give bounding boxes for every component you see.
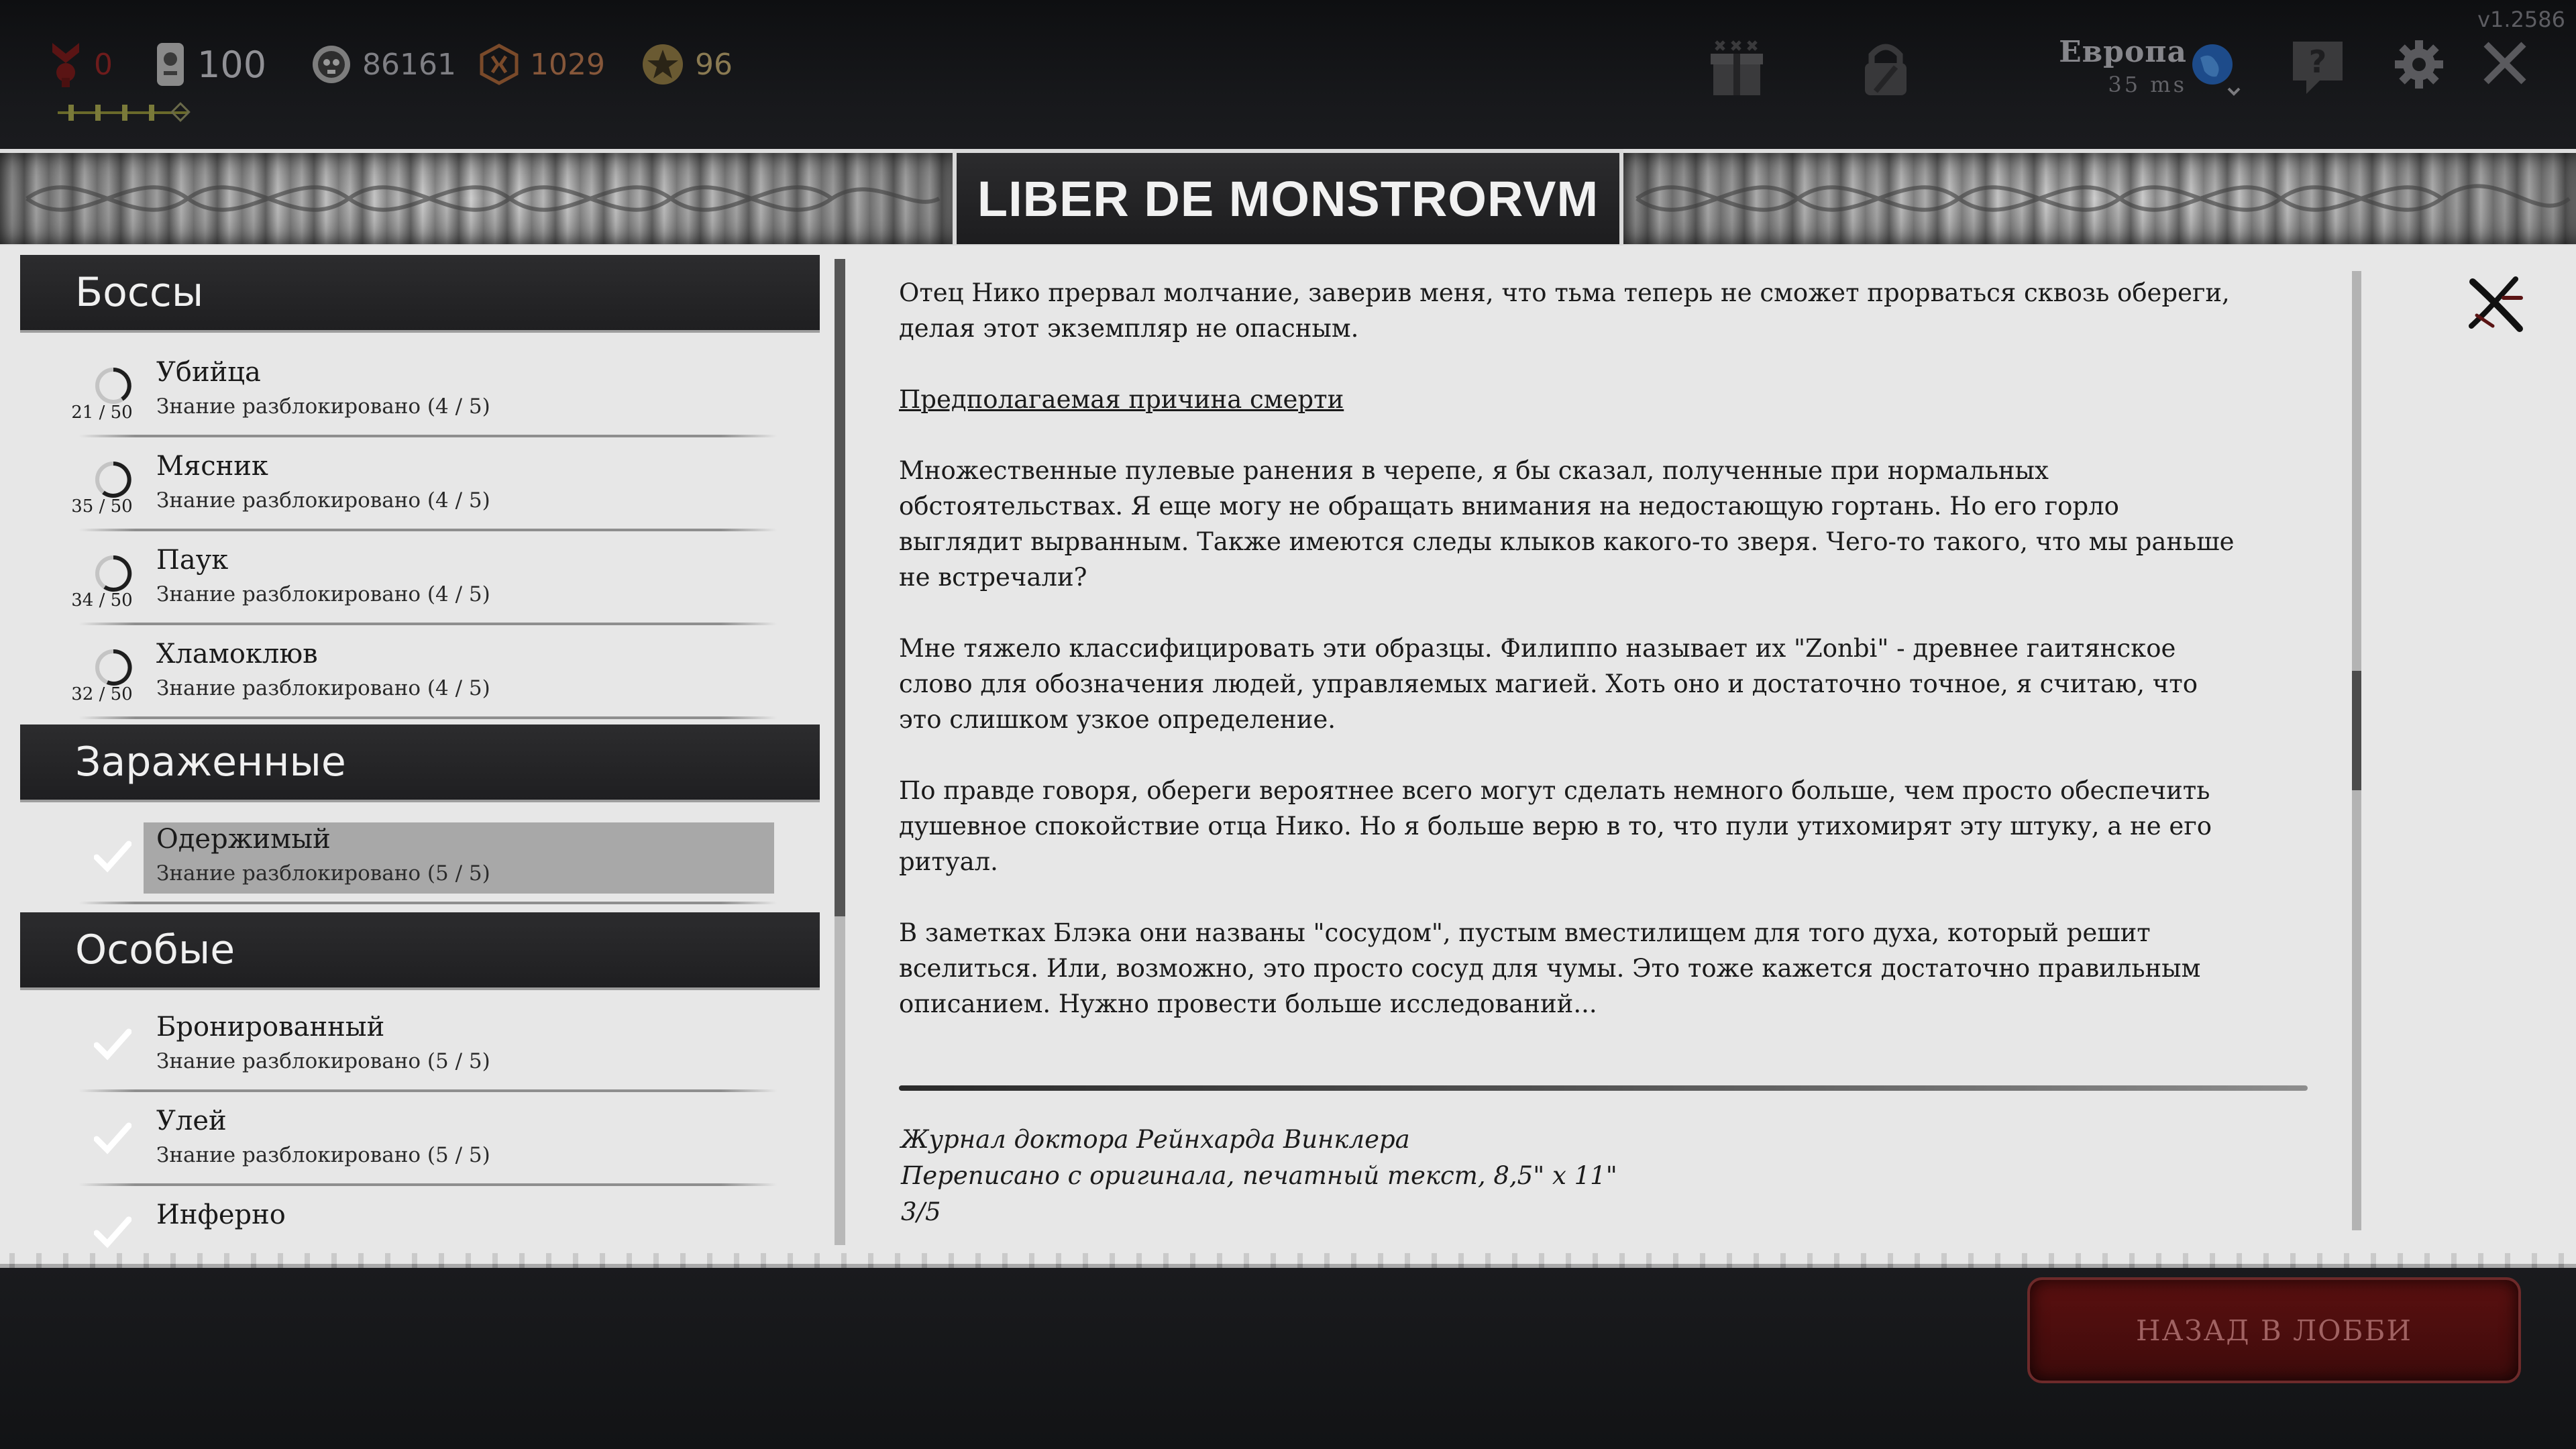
content-separator: [899, 1085, 2308, 1091]
help-icon[interactable]: [2289, 38, 2347, 98]
skulls-value: 86161: [362, 47, 456, 82]
category-header-infected[interactable]: [20, 724, 820, 800]
list-divider: [79, 716, 777, 719]
category-header-bosses[interactable]: [20, 255, 820, 330]
list-scrollbar-thumb[interactable]: [835, 259, 845, 916]
checkmark-icon: [94, 1122, 131, 1155]
monster-name: Инферно: [156, 1199, 286, 1230]
gift-icon[interactable]: [1709, 38, 1764, 98]
list-item-hive[interactable]: [60, 1100, 771, 1194]
hud-hex[interactable]: [478, 38, 605, 91]
hud-hearts[interactable]: [47, 38, 113, 91]
hud-stars[interactable]: [640, 38, 733, 91]
hex-value: 1029: [530, 47, 605, 82]
back-to-lobby-label: НАЗАД В ЛОББИ: [2136, 1313, 2412, 1347]
lore-status: Знание разблокировано (4 / 5): [156, 676, 490, 700]
list-item-possessed[interactable]: [60, 818, 771, 912]
star-badge-icon: [640, 42, 686, 87]
close-icon[interactable]: [2479, 38, 2530, 89]
back-to-lobby-button[interactable]: [2027, 1277, 2521, 1383]
content-scrollbar-thumb[interactable]: [2352, 671, 2361, 790]
list-divider: [79, 902, 777, 904]
list-divider: [79, 1089, 777, 1092]
book-title: LIBER DE MONSTRORVM: [977, 170, 1599, 227]
chain-progress-icon: [54, 99, 201, 126]
list-item-killer[interactable]: [60, 352, 771, 445]
medal-icon: [47, 40, 85, 89]
hud-skulls[interactable]: [310, 38, 456, 91]
region-selector[interactable]: [2053, 35, 2187, 97]
category-title: Зараженные: [75, 739, 346, 786]
signature-page: 3/5: [901, 1197, 941, 1226]
list-item-scrapbeak[interactable]: [60, 633, 771, 727]
monster-name: Паук: [156, 545, 229, 576]
signature-author: Журнал доктора Рейнхарда Винклера: [901, 1125, 1410, 1154]
progress-ring-icon: [93, 553, 134, 594]
lore-status: Знание разблокировано (4 / 5): [156, 394, 490, 419]
hearts-value: 0: [94, 47, 113, 82]
book-title-plate: [953, 149, 1623, 248]
version-label: v1.2586: [2477, 7, 2565, 32]
panel-torn-edge: [0, 1253, 2576, 1268]
progress-count: 34 / 50: [71, 590, 133, 610]
svg-text:?: ?: [2308, 44, 2327, 80]
globe-icon[interactable]: [2190, 38, 2241, 98]
list-divider: [79, 623, 777, 625]
lore-status: Знание разблокировано (5 / 5): [156, 861, 490, 885]
list-item-butcher[interactable]: [60, 445, 771, 539]
lore-status: Знание разблокировано (4 / 5): [156, 582, 490, 606]
list-item-spider[interactable]: [60, 539, 771, 633]
progress-count: 35 / 50: [71, 496, 133, 517]
hud-tokens[interactable]: [153, 38, 266, 91]
monster-name: Одержимый: [156, 824, 331, 855]
list-item-inferno[interactable]: [60, 1194, 771, 1253]
skull-coin-icon: [310, 43, 353, 86]
lore-heading: Предполагаемая причина смерти: [899, 385, 1344, 414]
list-scrollbar[interactable]: [835, 259, 845, 1245]
list-divider: [79, 1183, 777, 1186]
list-divider: [79, 435, 777, 437]
region-name: Европа: [2059, 35, 2187, 69]
content-scrollbar[interactable]: [2352, 271, 2361, 1230]
checkmark-icon: [94, 840, 131, 873]
ornament-band-right: [1623, 149, 2576, 248]
lore-status: Знание разблокировано (4 / 5): [156, 488, 490, 513]
signature-source: Переписано с оригинала, печатный текст, 8,5" x 11": [901, 1161, 1617, 1190]
category-title: Особые: [75, 926, 235, 973]
token-icon: [153, 40, 188, 89]
close-book-icon[interactable]: [2463, 271, 2528, 335]
lore-paragraph: Мне тяжело классифицировать эти образцы. Филиппо называет их "Zonbi" - древнее гаитянское слово для обозначения людей, управляемых магией. Хоть оно и достаточно точное, я считаю, что это слишком узкое определение.: [899, 634, 2198, 734]
monster-name: Убийца: [156, 357, 261, 388]
list-item-armored[interactable]: [60, 1006, 771, 1100]
list-divider: [79, 529, 777, 531]
checkmark-icon: [94, 1216, 131, 1249]
monster-name: Мясник: [156, 451, 268, 482]
progress-ring-icon: [93, 365, 134, 407]
lock-icon[interactable]: [1856, 38, 1916, 98]
lore-status: Знание разблокировано (5 / 5): [156, 1049, 490, 1073]
lore-paragraph: Множественные пулевые ранения в черепе, я бы сказал, полученные при нормальных обстоятельствах. Я еще могу не обращать внимания на недостающую гортань. Но его горло выглядит вырванным. Также имеются следы клыков какого-то зверя. Чего-то такого, что мы раньше не встречали?: [899, 456, 2235, 592]
hex-emblem-icon: [478, 43, 521, 86]
lore-status: Знание разблокировано (5 / 5): [156, 1143, 490, 1167]
tokens-value: 100: [197, 43, 267, 86]
lore-paragraph: По правде говоря, обереги вероятнее всего могут сделать немного больше, чем просто обеспечить душевное спокойствие отца Нико. Но я больше верю в то, что пули утихомирят эту штуку, а не его ритуал.: [899, 776, 2212, 876]
progress-ring-icon: [93, 459, 134, 500]
monster-list: [20, 255, 820, 1253]
category-header-special[interactable]: [20, 912, 820, 987]
ornament-band-left: [0, 149, 953, 248]
gear-icon[interactable]: [2392, 38, 2446, 91]
progress-count: 32 / 50: [71, 684, 133, 704]
lore-paragraph: Отец Нико прервал молчание, заверив меня, что тьма теперь не сможет прорваться сквозь обереги, делая этот экземпляр не опасным.: [899, 278, 2230, 343]
progress-ring-icon: [93, 647, 134, 688]
monster-name: Бронированный: [156, 1012, 385, 1042]
category-title: Боссы: [75, 269, 204, 316]
monster-name: Улей: [156, 1106, 227, 1136]
checkmark-icon: [94, 1028, 131, 1061]
region-ping: 35 ms: [2108, 72, 2187, 97]
progress-count: 21 / 50: [71, 402, 133, 423]
lore-paragraph: В заметках Блэка они названы "сосудом", пустым вместилищем для того духа, который решит вселиться. Или, возможно, это просто сосуд для чумы. Это тоже кажется достаточно правильным описанием. Нужно провести больше исследований...: [899, 918, 2201, 1018]
stars-value: 96: [695, 47, 733, 82]
lore-text: [899, 275, 2241, 1057]
journal-signature: [901, 1122, 1617, 1230]
monster-name: Хламоклюв: [156, 639, 318, 669]
